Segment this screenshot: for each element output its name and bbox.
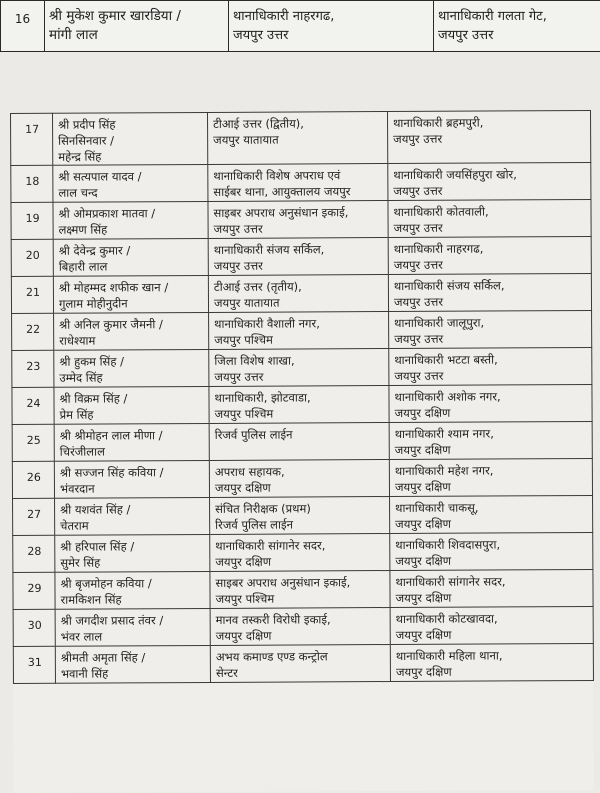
table-row: [11, 236, 591, 276]
new-posting-cell: [390, 495, 593, 533]
table-row: [13, 495, 593, 535]
new-posting-line: थानाधिकारी जयसिंहपुरा खोर,: [393, 166, 586, 183]
new-posting-line: जयपुर दक्षिण: [395, 441, 588, 458]
new-posting-line: जयपुर उत्तर: [394, 293, 587, 310]
current-posting-line: थानाधिकारी नाहरगढ,: [233, 7, 429, 26]
current-posting-line: रिजर्व पुलिस लाईन: [215, 426, 385, 443]
officer-name-line: श्रीमती अमृता सिंह /: [61, 649, 206, 666]
officer-name-cell: [55, 608, 210, 646]
current-posting-line: रिजर्व पुलिस लाईन: [215, 516, 385, 533]
officer-name-line: महेन्द्र सिंह: [58, 148, 203, 165]
new-posting-line: थानाधिकारी भटटा बस्ती,: [394, 351, 587, 368]
officer-name-line: श्री देवेन्द्र कुमार /: [59, 242, 204, 259]
new-posting-line: थानाधिकारी महिला थाना,: [396, 647, 589, 664]
officer-name-line: भंवरदान: [60, 480, 205, 497]
new-posting-line: थानाधिकारी शिवदासपुरा,: [395, 536, 588, 553]
new-posting-cell: [389, 347, 592, 385]
current-posting-cell: [208, 238, 388, 276]
current-posting-line: थानाधिकारी वैशाली नगर,: [214, 315, 384, 332]
new-posting-line: जयपुर दक्षिण: [396, 626, 589, 643]
current-posting-cell: [207, 112, 387, 165]
top-row-table: [0, 0, 600, 52]
officer-name-line: श्री सत्यपाल यादव /: [58, 168, 203, 185]
current-posting-line: साइबर अपराध अनुसंधान इकाई,: [213, 204, 383, 221]
current-posting-cell: [210, 571, 390, 609]
officer-name-cell: [53, 201, 208, 239]
officer-name-cell: [53, 275, 208, 313]
sr-number: 30: [13, 609, 55, 646]
new-posting-line: जयपुर दक्षिण: [395, 404, 588, 421]
officer-name-line: भवानी सिंह: [61, 665, 206, 682]
current-posting-cell: [208, 201, 388, 239]
table-row: [11, 199, 591, 239]
current-posting-cell: [210, 534, 390, 572]
officer-name-line: प्रेम सिंह: [60, 406, 205, 423]
current-posting-line: थानाधिकारी, झोटवाडा,: [214, 389, 384, 406]
current-posting-cell: [210, 497, 390, 535]
officer-name-line: श्री मोहम्मद शफीक खान /: [59, 279, 204, 296]
current-posting-line: जयपुर उत्तर: [214, 368, 384, 385]
officer-name-line: लाल चन्द: [58, 184, 203, 201]
sr-number: 17: [11, 113, 53, 165]
current-posting-line: जयपुर यातायात: [214, 294, 384, 311]
officer-name-cell: [53, 238, 208, 276]
table-row: [11, 162, 591, 202]
officer-name-line: श्री हरिपाल सिंह /: [60, 538, 205, 555]
current-posting-cell: [209, 312, 389, 350]
current-posting-line: जिला विशेष शाखा,: [214, 352, 384, 369]
current-posting-line: जयपुर दक्षिण: [216, 627, 386, 644]
officer-name-line: श्री श्रीमोहन लाल मीणा /: [60, 427, 205, 444]
transfer-list-page: [10, 110, 594, 793]
new-posting-line: थानाधिकारी सांगानेर सदर,: [395, 573, 588, 590]
new-posting-cell: [388, 273, 591, 311]
new-posting-line: थानाधिकारी जालूपुरा,: [394, 314, 587, 331]
current-posting-cell: [209, 423, 389, 461]
table-row: [13, 606, 593, 646]
officer-name-line: श्री मुकेश कुमार खारडिया /: [49, 7, 224, 26]
current-posting-line: जयपुर यातायात: [213, 131, 383, 148]
current-posting-cell: [210, 645, 390, 683]
officer-name-line: राधेश्याम: [59, 332, 204, 349]
new-posting-line: जयपुर उत्तर: [394, 330, 587, 347]
new-posting-line: जयपुर दक्षिण: [395, 478, 588, 495]
current-posting-cell: [210, 608, 390, 646]
table-row: [12, 458, 592, 498]
officer-name-line: सिनसिनवार /: [58, 132, 203, 149]
new-posting-line: थानाधिकारी चाकसू,: [395, 499, 588, 516]
new-posting-line: जयपुर दक्षिण: [396, 663, 589, 680]
new-posting-cell: [388, 236, 591, 274]
current-posting-line: जयपुर दक्षिण: [215, 553, 385, 570]
current-posting-line: जयपुर उत्तर: [233, 26, 429, 45]
table-row: [1, 1, 600, 52]
officer-name-line: श्री यशवंत सिंह /: [60, 501, 205, 518]
officer-name-cell: [53, 112, 208, 165]
officer-name-cell: [54, 312, 209, 350]
new-posting-cell: [390, 532, 593, 570]
officer-name-line: भंवर लाल: [61, 628, 206, 645]
new-posting-line: जयपुर उत्तर: [393, 130, 586, 147]
current-posting-line: टीआई उत्तर (द्वितीय),: [213, 115, 383, 132]
officer-name-line: श्री हुकम सिंह /: [59, 353, 204, 370]
officer-name-cell: [55, 645, 210, 683]
new-posting-line: थानाधिकारी अशोक नगर,: [394, 388, 587, 405]
new-posting-line: थानाधिकारी महेश नगर,: [395, 462, 588, 479]
officer-name-line: श्री ओमप्रकाश मातवा /: [58, 205, 203, 222]
sr-number: 27: [13, 498, 55, 535]
current-posting-line: जयपुर पश्चिम: [214, 331, 384, 348]
officer-name-line: श्री प्रदीप सिंह: [58, 116, 203, 133]
sr-number: 21: [11, 276, 53, 313]
current-posting-line: संचित निरीक्षक (प्रथम): [215, 500, 385, 517]
current-posting-line: मानव तस्करी विरोधी इकाई,: [216, 611, 386, 628]
current-posting-line: साईबर थाना, आयुक्तालय जयपुर: [213, 183, 383, 200]
current-posting-line: अपराध सहायक,: [215, 463, 385, 480]
officer-name-line: लक्ष्मण सिंह: [59, 221, 204, 238]
officer-name-line: चेतराम: [60, 517, 205, 534]
sr-number: 20: [11, 239, 53, 276]
officer-name-line: गुलाम मोहीनुदीन: [59, 295, 204, 312]
current-posting-cell: [209, 386, 389, 424]
current-posting-line: अभय कमाण्ड एण्ड कन्ट्रोल: [216, 648, 386, 665]
sr-number: 29: [13, 572, 55, 609]
table-row: [12, 384, 592, 424]
officer-name-cell: [45, 1, 229, 52]
new-posting-line: थानाधिकारी कोटखावदा,: [396, 610, 589, 627]
current-posting-cell: [208, 164, 388, 202]
new-posting-cell: [389, 310, 592, 348]
sr-number: 25: [12, 424, 54, 461]
new-posting-line: जयपुर उत्तर: [438, 26, 596, 45]
table-row: [12, 347, 592, 387]
sr-number: 26: [12, 461, 54, 498]
current-posting-line: थानाधिकारी सांगानेर सदर,: [215, 537, 385, 554]
new-posting-line: जयपुर उत्तर: [394, 256, 587, 273]
officer-name-line: उम्मेद सिंह: [59, 369, 204, 386]
new-posting-cell: [387, 110, 590, 163]
new-posting-cell: [390, 643, 593, 681]
new-posting-line: थानाधिकारी नाहरगढ,: [394, 240, 587, 257]
officer-name-cell: [55, 571, 210, 609]
sr-number: 31: [13, 646, 55, 683]
officer-name-line: सुमेर सिंह: [60, 554, 205, 571]
new-posting-line: जयपुर दक्षिण: [396, 589, 589, 606]
officer-name-line: बिहारी लाल: [59, 258, 204, 275]
current-posting-line: थानाधिकारी संजय सर्किल,: [214, 241, 384, 258]
officer-name-line: श्री जगदीश प्रसाद तंवर /: [61, 612, 206, 629]
officer-name-line: श्री अनिल कुमार जैमनी /: [59, 316, 204, 333]
current-posting-line: जयपुर पश्चिम: [216, 590, 386, 607]
officer-name-cell: [55, 534, 210, 572]
sr-number: 18: [11, 165, 53, 202]
new-posting-line: जयपुर उत्तर: [393, 182, 586, 199]
current-posting-line: टीआई उत्तर (तृतीय),: [214, 278, 384, 295]
officer-name-cell: [53, 164, 208, 202]
current-posting-cell: [208, 275, 388, 313]
new-posting-line: थानाधिकारी ब्रहमपुरी,: [393, 114, 586, 131]
new-posting-line: थानाधिकारी कोतवाली,: [393, 203, 586, 220]
sr-number: 19: [11, 202, 53, 239]
new-posting-cell: [390, 569, 593, 607]
new-posting-line: थानाधिकारी श्याम नगर,: [395, 425, 588, 442]
table-row: [11, 110, 591, 165]
officer-name-cell: [54, 460, 209, 498]
officer-name-line: श्री विक्रम सिंह /: [59, 390, 204, 407]
current-posting-cell: [209, 460, 389, 498]
sr-number: 16: [1, 1, 45, 52]
new-posting-line: थानाधिकारी गलता गेट,: [438, 7, 596, 26]
new-posting-line: थानाधिकारी संजय सर्किल,: [394, 277, 587, 294]
current-posting-line: सेन्टर: [216, 664, 386, 681]
table-row: [11, 273, 591, 313]
officer-name-cell: [54, 386, 209, 424]
new-posting-line: जयपुर उत्तर: [394, 367, 587, 384]
table-row: [12, 310, 592, 350]
new-posting-cell: [389, 458, 592, 496]
transfer-table-body: [11, 110, 594, 683]
sr-number: 22: [12, 313, 54, 350]
sr-number: 28: [13, 535, 55, 572]
new-posting-cell: [434, 1, 600, 52]
officer-father-name-line: मांगी लाल: [49, 26, 224, 45]
new-posting-cell: [388, 199, 591, 237]
officer-name-line: श्री सज्जन सिंह कविया /: [60, 464, 205, 481]
sr-number: 24: [12, 387, 54, 424]
officer-name-cell: [55, 497, 210, 535]
new-posting-line: जयपुर दक्षिण: [395, 552, 588, 569]
table-row: [13, 569, 593, 609]
transfer-table: [10, 110, 594, 684]
current-posting-line: थानाधिकारी विशेष अपराध एवं: [213, 167, 383, 184]
current-posting-cell: [229, 1, 434, 52]
sr-number: 23: [12, 350, 54, 387]
current-posting-line: जयपुर उत्तर: [214, 257, 384, 274]
new-posting-line: जयपुर उत्तर: [394, 219, 587, 236]
current-posting-line: जयपुर पश्चिम: [215, 405, 385, 422]
table-row: [13, 643, 593, 683]
current-posting-line: जयपुर दक्षिण: [215, 479, 385, 496]
new-posting-line: जयपुर दक्षिण: [395, 515, 588, 532]
officer-name-cell: [54, 423, 209, 461]
current-posting-line: साइबर अपराध अनुसंधान इकाई,: [215, 574, 385, 591]
table-row: [12, 421, 592, 461]
officer-name-line: श्री बृजमोहन कविया /: [60, 575, 205, 592]
new-posting-cell: [388, 162, 591, 200]
officer-name-cell: [54, 349, 209, 387]
current-posting-line: जयपुर उत्तर: [214, 220, 384, 237]
officer-name-line: चिरंजीलाल: [60, 443, 205, 460]
officer-name-line: रामकिशन सिंह: [61, 591, 206, 608]
new-posting-cell: [389, 384, 592, 422]
table-row: [13, 532, 593, 572]
current-posting-cell: [209, 349, 389, 387]
new-posting-cell: [390, 606, 593, 644]
new-posting-cell: [389, 421, 592, 459]
